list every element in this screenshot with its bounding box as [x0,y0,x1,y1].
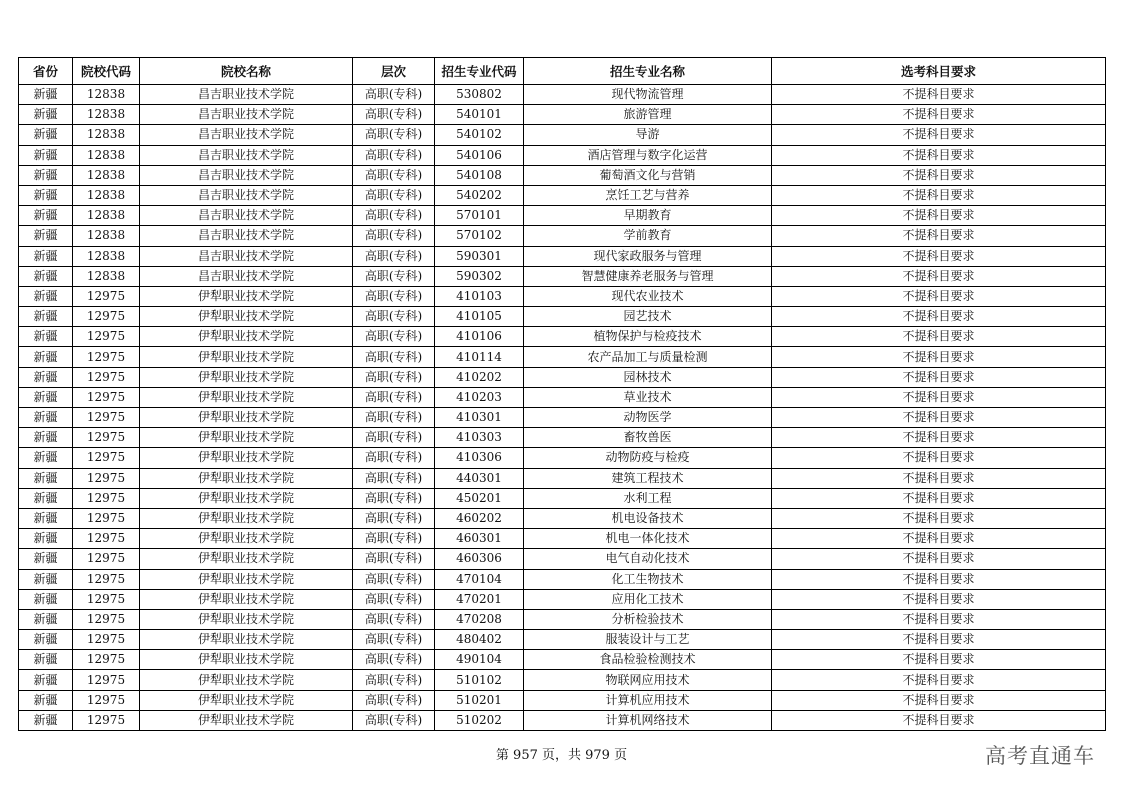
table-row [19,609,1106,629]
school-name-cell: 伊犁职业技术学院 [140,690,353,710]
school-name-cell: 伊犁职业技术学院 [140,408,353,428]
table-row [19,327,1106,347]
major-name-cell: 烹饪工艺与营养 [524,185,772,205]
level-cell: 高职(专科) [353,347,435,367]
province-cell: 新疆 [19,508,73,528]
province-cell: 新疆 [19,206,73,226]
level-cell: 高职(专科) [353,508,435,528]
level-cell: 高职(专科) [353,710,435,730]
subject-req-cell: 不提科目要求 [772,569,1106,589]
province-cell: 新疆 [19,286,73,306]
major-code-cell: 410114 [435,347,524,367]
province-cell: 新疆 [19,307,73,327]
school-name-cell: 伊犁职业技术学院 [140,529,353,549]
province-cell: 新疆 [19,105,73,125]
level-cell: 高职(专科) [353,630,435,650]
major-name-cell: 电气自动化技术 [524,549,772,569]
school-name-cell: 伊犁职业技术学院 [140,670,353,690]
table-header-row [19,58,1106,85]
school-name-cell: 伊犁职业技术学院 [140,569,353,589]
subject-req-cell: 不提科目要求 [772,185,1106,205]
school-name-cell: 昌吉职业技术学院 [140,206,353,226]
level-cell: 高职(专科) [353,125,435,145]
level-cell: 高职(专科) [353,690,435,710]
school-code-cell: 12975 [73,347,140,367]
level-cell: 高职(专科) [353,529,435,549]
major-code-cell: 570101 [435,206,524,226]
subject-req-cell: 不提科目要求 [772,347,1106,367]
major-code-cell: 530802 [435,85,524,105]
level-cell: 高职(专科) [353,327,435,347]
school-code-cell: 12838 [73,145,140,165]
major-name-cell: 动物防疫与检疫 [524,448,772,468]
major-name-cell: 智慧健康养老服务与管理 [524,266,772,286]
school-code-cell: 12975 [73,710,140,730]
major-code-cell: 540101 [435,105,524,125]
table-row [19,408,1106,428]
school-name-cell: 昌吉职业技术学院 [140,105,353,125]
province-cell: 新疆 [19,549,73,569]
major-code-cell: 470104 [435,569,524,589]
subject-req-cell: 不提科目要求 [772,408,1106,428]
subject-req-cell: 不提科目要求 [772,650,1106,670]
school-name-cell: 伊犁职业技术学院 [140,549,353,569]
major-code-cell: 410303 [435,428,524,448]
school-code-cell: 12975 [73,448,140,468]
subject-req-cell: 不提科目要求 [772,105,1106,125]
watermark-text: 高考直通车 [985,744,1095,768]
table-row [19,690,1106,710]
province-cell: 新疆 [19,327,73,347]
major-name-cell: 现代农业技术 [524,286,772,306]
province-cell: 新疆 [19,650,73,670]
school-code-cell: 12975 [73,286,140,306]
province-cell: 新疆 [19,347,73,367]
subject-req-cell: 不提科目要求 [772,145,1106,165]
subject-req-cell: 不提科目要求 [772,630,1106,650]
school-code-cell: 12975 [73,630,140,650]
school-code-cell: 12975 [73,569,140,589]
major-code-cell: 510102 [435,670,524,690]
subject-req-cell: 不提科目要求 [772,428,1106,448]
school-name-cell: 伊犁职业技术学院 [140,347,353,367]
level-cell: 高职(专科) [353,650,435,670]
level-cell: 高职(专科) [353,589,435,609]
province-cell: 新疆 [19,367,73,387]
table-row [19,448,1106,468]
subject-req-cell: 不提科目要求 [772,710,1106,730]
school-name-cell: 昌吉职业技术学院 [140,185,353,205]
major-name-cell: 旅游管理 [524,105,772,125]
school-code-cell: 12838 [73,206,140,226]
province-cell: 新疆 [19,448,73,468]
major-name-cell: 动物医学 [524,408,772,428]
province-cell: 新疆 [19,387,73,407]
school-code-cell: 12838 [73,226,140,246]
table-row [19,670,1106,690]
school-code-cell: 12838 [73,185,140,205]
major-code-cell: 510201 [435,690,524,710]
school-code-cell: 12975 [73,529,140,549]
school-code-cell: 12975 [73,549,140,569]
major-name-cell: 畜牧兽医 [524,428,772,448]
school-name-cell: 伊犁职业技术学院 [140,468,353,488]
level-cell: 高职(专科) [353,246,435,266]
header-school-code: 院校代码 [73,58,140,85]
subject-req-cell: 不提科目要求 [772,488,1106,508]
subject-req-cell: 不提科目要求 [772,226,1106,246]
major-name-cell: 物联网应用技术 [524,670,772,690]
level-cell: 高职(专科) [353,105,435,125]
table-row [19,630,1106,650]
school-code-cell: 12838 [73,85,140,105]
table-body [19,85,1106,731]
table-row [19,85,1106,105]
header-school-name: 院校名称 [140,58,353,85]
school-name-cell: 伊犁职业技术学院 [140,609,353,629]
level-cell: 高职(专科) [353,468,435,488]
table-row [19,367,1106,387]
major-name-cell: 园艺技术 [524,307,772,327]
province-cell: 新疆 [19,488,73,508]
major-code-cell: 470201 [435,589,524,609]
province-cell: 新疆 [19,609,73,629]
school-name-cell: 昌吉职业技术学院 [140,145,353,165]
province-cell: 新疆 [19,185,73,205]
level-cell: 高职(专科) [353,307,435,327]
province-cell: 新疆 [19,670,73,690]
major-code-cell: 410106 [435,327,524,347]
province-cell: 新疆 [19,145,73,165]
school-name-cell: 伊犁职业技术学院 [140,367,353,387]
school-name-cell: 伊犁职业技术学院 [140,387,353,407]
level-cell: 高职(专科) [353,367,435,387]
major-name-cell: 葡萄酒文化与营销 [524,165,772,185]
school-code-cell: 12975 [73,387,140,407]
header-major-name: 招生专业名称 [524,58,772,85]
table-row [19,246,1106,266]
level-cell: 高职(专科) [353,387,435,407]
province-cell: 新疆 [19,589,73,609]
page-number: 第 957 页，共 979 页 [495,748,628,763]
province-cell: 新疆 [19,226,73,246]
header-subject-req: 选考科目要求 [772,58,1106,85]
level-cell: 高职(专科) [353,549,435,569]
school-name-cell: 伊犁职业技术学院 [140,428,353,448]
school-name-cell: 昌吉职业技术学院 [140,246,353,266]
table-row [19,226,1106,246]
major-name-cell: 现代物流管理 [524,85,772,105]
school-name-cell: 昌吉职业技术学院 [140,226,353,246]
major-code-cell: 440301 [435,468,524,488]
subject-req-cell: 不提科目要求 [772,307,1106,327]
school-code-cell: 12975 [73,650,140,670]
major-name-cell: 机电一体化技术 [524,529,772,549]
level-cell: 高职(专科) [353,206,435,226]
level-cell: 高职(专科) [353,408,435,428]
subject-req-cell: 不提科目要求 [772,85,1106,105]
school-name-cell: 昌吉职业技术学院 [140,165,353,185]
province-cell: 新疆 [19,408,73,428]
major-code-cell: 410103 [435,286,524,306]
admission-table [18,57,1106,731]
school-name-cell: 伊犁职业技术学院 [140,327,353,347]
province-cell: 新疆 [19,266,73,286]
table-row [19,145,1106,165]
level-cell: 高职(专科) [353,185,435,205]
major-code-cell: 540108 [435,165,524,185]
subject-req-cell: 不提科目要求 [772,690,1106,710]
table-row [19,710,1106,730]
level-cell: 高职(专科) [353,286,435,306]
major-code-cell: 410202 [435,367,524,387]
school-code-cell: 12838 [73,246,140,266]
major-name-cell: 计算机应用技术 [524,690,772,710]
major-name-cell: 园林技术 [524,367,772,387]
subject-req-cell: 不提科目要求 [772,609,1106,629]
level-cell: 高职(专科) [353,145,435,165]
school-code-cell: 12975 [73,408,140,428]
major-name-cell: 现代家政服务与管理 [524,246,772,266]
major-code-cell: 460306 [435,549,524,569]
major-code-cell: 590301 [435,246,524,266]
header-major-code: 招生专业代码 [435,58,524,85]
school-code-cell: 12838 [73,165,140,185]
major-name-cell: 酒店管理与数字化运营 [524,145,772,165]
subject-req-cell: 不提科目要求 [772,508,1106,528]
school-name-cell: 伊犁职业技术学院 [140,508,353,528]
school-name-cell: 伊犁职业技术学院 [140,488,353,508]
major-name-cell: 导游 [524,125,772,145]
header-level: 层次 [353,58,435,85]
major-code-cell: 540102 [435,125,524,145]
subject-req-cell: 不提科目要求 [772,286,1106,306]
table-row [19,286,1106,306]
table-row [19,125,1106,145]
province-cell: 新疆 [19,710,73,730]
province-cell: 新疆 [19,165,73,185]
major-code-cell: 470208 [435,609,524,629]
major-code-cell: 540106 [435,145,524,165]
subject-req-cell: 不提科目要求 [772,387,1106,407]
major-name-cell: 草业技术 [524,387,772,407]
school-code-cell: 12975 [73,609,140,629]
subject-req-cell: 不提科目要求 [772,125,1106,145]
subject-req-cell: 不提科目要求 [772,327,1106,347]
school-name-cell: 伊犁职业技术学院 [140,589,353,609]
major-name-cell: 水利工程 [524,488,772,508]
major-name-cell: 分析检验技术 [524,609,772,629]
table-row [19,185,1106,205]
province-cell: 新疆 [19,85,73,105]
school-name-cell: 伊犁职业技术学院 [140,307,353,327]
table-row [19,165,1106,185]
table-row [19,307,1106,327]
major-name-cell: 学前教育 [524,226,772,246]
school-name-cell: 伊犁职业技术学院 [140,650,353,670]
school-name-cell: 伊犁职业技术学院 [140,448,353,468]
subject-req-cell: 不提科目要求 [772,266,1106,286]
level-cell: 高职(专科) [353,165,435,185]
header-province: 省份 [19,58,73,85]
table-row [19,266,1106,286]
major-name-cell: 建筑工程技术 [524,468,772,488]
school-code-cell: 12975 [73,468,140,488]
school-code-cell: 12975 [73,307,140,327]
subject-req-cell: 不提科目要求 [772,468,1106,488]
major-code-cell: 450201 [435,488,524,508]
province-cell: 新疆 [19,468,73,488]
major-code-cell: 460202 [435,508,524,528]
major-code-cell: 410105 [435,307,524,327]
school-code-cell: 12975 [73,508,140,528]
school-name-cell: 昌吉职业技术学院 [140,85,353,105]
subject-req-cell: 不提科目要求 [772,589,1106,609]
major-code-cell: 590302 [435,266,524,286]
table-row [19,428,1106,448]
school-code-cell: 12838 [73,266,140,286]
major-code-cell: 410301 [435,408,524,428]
level-cell: 高职(专科) [353,266,435,286]
subject-req-cell: 不提科目要求 [772,549,1106,569]
table-row [19,529,1106,549]
school-name-cell: 昌吉职业技术学院 [140,125,353,145]
school-name-cell: 伊犁职业技术学院 [140,630,353,650]
subject-req-cell: 不提科目要求 [772,529,1106,549]
table-row [19,508,1106,528]
level-cell: 高职(专科) [353,85,435,105]
school-code-cell: 12838 [73,125,140,145]
major-code-cell: 510202 [435,710,524,730]
province-cell: 新疆 [19,690,73,710]
major-code-cell: 410203 [435,387,524,407]
table-row [19,569,1106,589]
table-row [19,347,1106,367]
school-name-cell: 昌吉职业技术学院 [140,266,353,286]
level-cell: 高职(专科) [353,488,435,508]
major-name-cell: 计算机网络技术 [524,710,772,730]
subject-req-cell: 不提科目要求 [772,246,1106,266]
province-cell: 新疆 [19,630,73,650]
major-name-cell: 化工生物技术 [524,569,772,589]
school-code-cell: 12975 [73,589,140,609]
major-name-cell: 机电设备技术 [524,508,772,528]
major-code-cell: 490104 [435,650,524,670]
table-row [19,650,1106,670]
level-cell: 高职(专科) [353,569,435,589]
major-name-cell: 植物保护与检疫技术 [524,327,772,347]
subject-req-cell: 不提科目要求 [772,206,1106,226]
table-row [19,206,1106,226]
major-code-cell: 410306 [435,448,524,468]
major-name-cell: 农产品加工与质量检测 [524,347,772,367]
level-cell: 高职(专科) [353,448,435,468]
school-name-cell: 伊犁职业技术学院 [140,710,353,730]
subject-req-cell: 不提科目要求 [772,165,1106,185]
level-cell: 高职(专科) [353,428,435,448]
school-code-cell: 12975 [73,670,140,690]
province-cell: 新疆 [19,246,73,266]
major-code-cell: 540202 [435,185,524,205]
major-code-cell: 480402 [435,630,524,650]
level-cell: 高职(专科) [353,226,435,246]
subject-req-cell: 不提科目要求 [772,367,1106,387]
major-code-cell: 460301 [435,529,524,549]
school-code-cell: 12975 [73,428,140,448]
province-cell: 新疆 [19,125,73,145]
school-code-cell: 12975 [73,690,140,710]
school-code-cell: 12975 [73,327,140,347]
table-row [19,387,1106,407]
major-name-cell: 应用化工技术 [524,589,772,609]
school-code-cell: 12975 [73,488,140,508]
province-cell: 新疆 [19,569,73,589]
table-row [19,589,1106,609]
subject-req-cell: 不提科目要求 [772,448,1106,468]
school-name-cell: 伊犁职业技术学院 [140,286,353,306]
table-row [19,549,1106,569]
subject-req-cell: 不提科目要求 [772,670,1106,690]
major-name-cell: 服装设计与工艺 [524,630,772,650]
table-row [19,105,1106,125]
table-row [19,468,1106,488]
level-cell: 高职(专科) [353,670,435,690]
level-cell: 高职(专科) [353,609,435,629]
province-cell: 新疆 [19,428,73,448]
major-name-cell: 早期教育 [524,206,772,226]
major-name-cell: 食品检验检测技术 [524,650,772,670]
table-row [19,488,1106,508]
major-code-cell: 570102 [435,226,524,246]
school-code-cell: 12838 [73,105,140,125]
province-cell: 新疆 [19,529,73,549]
school-code-cell: 12975 [73,367,140,387]
